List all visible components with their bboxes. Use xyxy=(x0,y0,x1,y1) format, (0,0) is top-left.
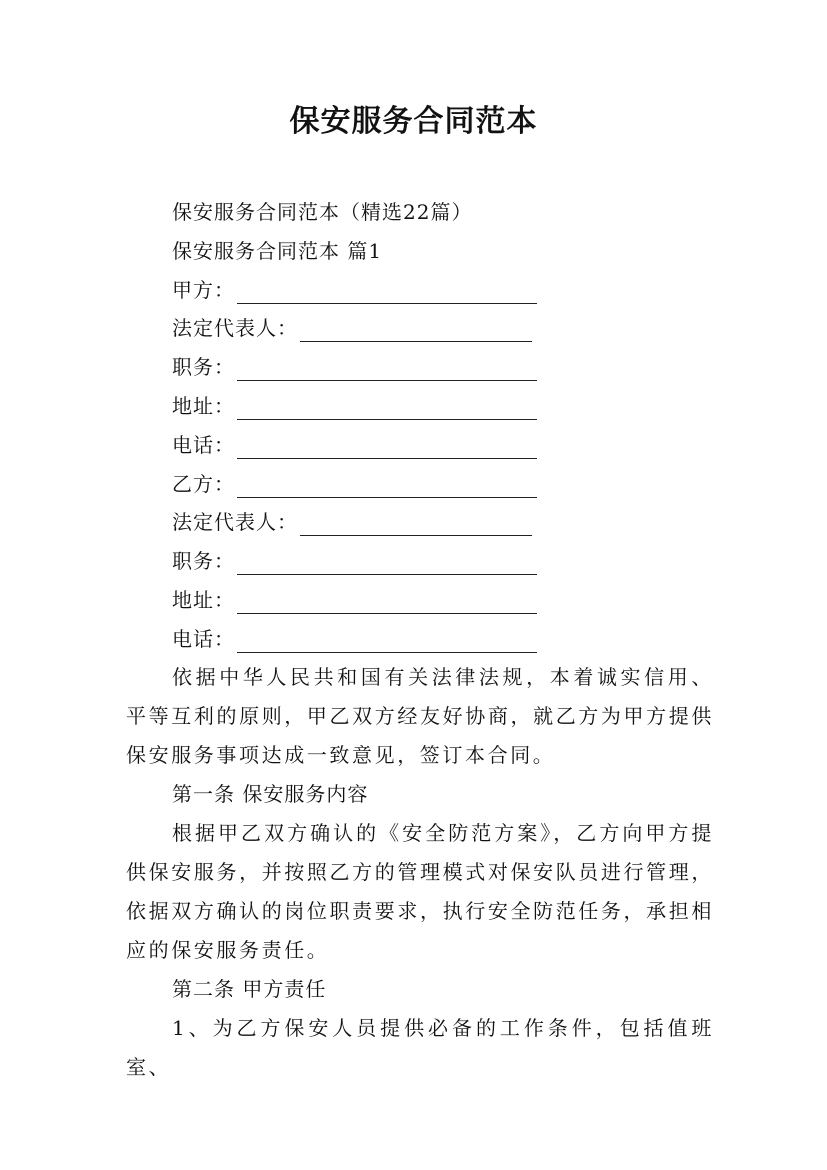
party-b-label: 乙方： xyxy=(172,472,235,496)
party-b-position-field xyxy=(172,547,537,575)
party-b-phone-blank xyxy=(237,632,537,653)
party-b-address-label: 地址： xyxy=(172,588,235,612)
party-b-blank xyxy=(237,477,537,498)
party-b-rep-blank xyxy=(300,515,532,536)
party-a-phone-field xyxy=(172,431,537,459)
party-a-position-field xyxy=(172,353,537,381)
party-b-field xyxy=(172,470,537,498)
article2-heading: 第二条 甲方责任 xyxy=(172,977,327,1001)
party-a-position-blank xyxy=(237,360,537,381)
party-a-rep-blank xyxy=(300,321,532,342)
party-a-phone-label: 电话： xyxy=(172,433,235,457)
party-a-field xyxy=(172,276,537,304)
article2-item1: 1、为乙方保安人员提供必备的工作条件，包括值班室、 xyxy=(126,1016,714,1079)
intro-paragraph: 依据中华人民共和国有关法律法规，本着诚实信用、平等互利的原则，甲乙双方经友好协商，就乙方为甲方提供保安服务事项达成一致意见，签订本合同。 xyxy=(126,665,714,767)
section-title: 保安服务合同范本 篇1 xyxy=(172,239,383,263)
article1-body: 根据甲乙双方确认的《安全防范方案》，乙方向甲方提供保安服务，并按照乙方的管理模式对保安队员进行管理，依据双方确认的岗位职责要求，执行安全防范任务，承担相应的保安服务责任。 xyxy=(126,821,714,962)
party-a-rep-field xyxy=(172,314,532,342)
party-a-label: 甲方： xyxy=(172,278,235,302)
party-a-address-label: 地址： xyxy=(172,394,235,418)
party-b-position-label: 职务： xyxy=(172,549,235,573)
article1-heading: 第一条 保安服务内容 xyxy=(172,782,369,806)
party-a-address-field xyxy=(172,392,537,420)
party-a-blank xyxy=(237,283,537,304)
party-b-address-field xyxy=(172,586,537,614)
party-a-address-blank xyxy=(237,399,537,420)
party-b-rep-field xyxy=(172,508,532,536)
party-b-phone-label: 电话： xyxy=(172,627,235,651)
party-a-phone-blank xyxy=(237,438,537,459)
party-b-address-blank xyxy=(237,593,537,614)
party-b-phone-field xyxy=(172,625,537,653)
document-title: 保安服务合同范本 xyxy=(289,104,538,139)
party-a-position-label: 职务： xyxy=(172,355,235,379)
party-b-position-blank xyxy=(237,554,537,575)
party-a-rep-label: 法定代表人： xyxy=(172,316,298,340)
document-subtitle: 保安服务合同范本（精选22篇） xyxy=(172,200,473,224)
party-b-rep-label: 法定代表人： xyxy=(172,510,298,534)
